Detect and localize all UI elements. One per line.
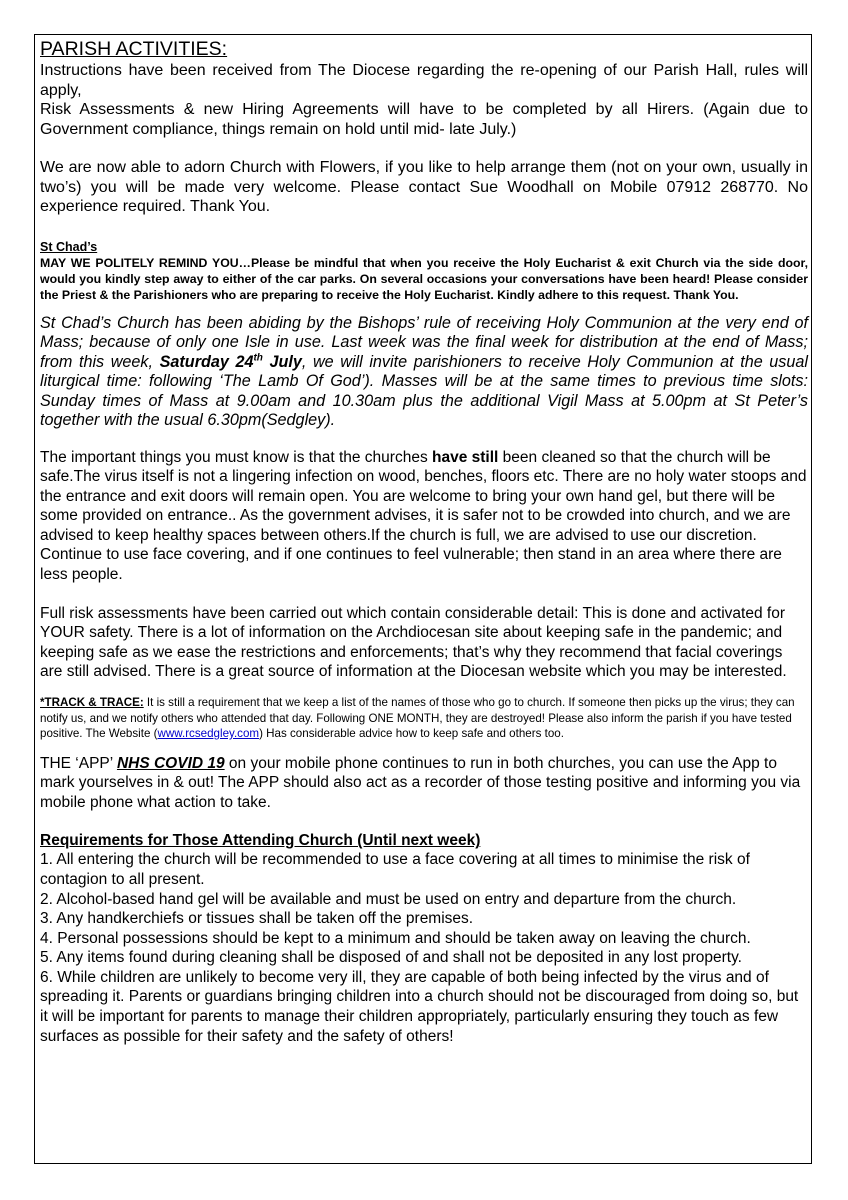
requirement-item-4: 4. Personal possessions should be kept to a minimum and should be taken away on leaving the church.: [40, 929, 751, 947]
communion-text-1: St Chad’s Church has been abiding by the Bishops’ rule of receiving Holy Communion at the very end of Mass; because of only one Isle in use. Last week was the final week for distribution at the end of Mass; from this week,: [40, 313, 808, 371]
track-trace-text: It is still a requirement that we keep a list of the names of those who go to church. If someone then picks up the virus; they can notify us, and we notify others who attended that day. Following ONE MONTH, they are destroyed! Please also inform the parish if you have tested positive. The Website (: [40, 696, 795, 741]
communion-month: July: [262, 352, 302, 371]
requirement-item-2: 2. Alcohol-based hand gel will be available and must be used on entry and departure from the church.: [40, 890, 737, 908]
risk-paragraph: Full risk assessments have been carried out which contain considerable detail: This is done and activated for YOUR safety. There is a lot of information on the Archdiocesan site about keeping safe in the pandemic; and keeping safe as we ease the restrictions and enforcements; that’s why they recommend that facial coverings are still advised. There is a great source of information at the Diocesan website which you may be interested.: [40, 604, 787, 681]
requirement-item-3: 3. Any handkerchiefs or tissues shall be taken off the premises.: [40, 910, 474, 928]
communion-text-2: , we will invite parishioners to receive Holy Communion at the usual liturgical time: following ‘The Lamb Of God’). Masses will be at the same times to previous time slots: Sunday times of Mass at 9.00am and 10.30am plus the additional Vigil Mass at 5.00pm at St Peter’s together with the usual 6.30pm(Sedgley).: [40, 352, 808, 429]
track-trace-paragraph: [40, 695, 808, 742]
hiring-paragraph: Risk Assessments & new Hiring Agreements will have to be completed by all Hirers. (Again due to Government compliance, things remain on hold until mid- late July.): [40, 101, 808, 138]
important-paragraph: [40, 448, 808, 585]
requirement-item-5: 5. Any items found during cleaning shall be disposed of and shall not be deposited in any lost property.: [40, 949, 742, 967]
track-trace-text-2: ) Has considerable advice how to keep safe and others too.: [259, 727, 564, 741]
communion-paragraph: [40, 314, 808, 431]
app-name: NHS COVID 19: [116, 754, 225, 772]
app-text-1: THE ‘APP’: [40, 754, 117, 772]
important-bold: have still: [432, 448, 499, 466]
requirements-heading: Requirements for Those Attending Church (Until next week): [40, 832, 481, 850]
important-text-2: been cleaned so that the church will be safe.The virus itself is not a lingering infection on wood, benches, floors etc. There are no holy water stoops and the entrance and exit doors will remain open. You are welcome to bring your own hand gel, but there will be some provided on entrance.. As the government advises, it is safer not to be crowded into church, and we are advised to keep healthy spaces between others.If the church is full, we are advised to use our discretion. Continue to use face covering, and if one continues to feel vulnerable; then stand in an area where there are less people.: [40, 448, 807, 584]
hall-paragraph: Instructions have been received from The Diocese regarding the re-opening of our Parish Hall, rules will apply,: [40, 62, 808, 99]
track-trace-label: *TRACK & TRACE:: [40, 696, 144, 710]
requirement-item-1: 1. All entering the church will be recommended to use a face covering at all times to minimise the risk of contagion to all present.: [40, 851, 750, 888]
document-body: [40, 38, 808, 1046]
important-text-1: The important things you must know is that the churches: [40, 448, 432, 466]
st-chad-heading: St Chad’s: [40, 239, 98, 254]
app-paragraph: [40, 754, 808, 813]
app-text-2: on your mobile phone continues to run in both churches, you can use the App to mark yourselves in & out! The APP should also act as a recorder of those testing positive and informing you via mobile phone what action to take.: [40, 754, 801, 811]
requirement-item-6: 6. While children are unlikely to become very ill, they are capable of both being infected by the virus and of spreading it. Parents or guardians bringing children into a church should not be discouraged from doing so, but it will be important for parents to manage their children appropriately, particularly ensuring they touch as few surfaces as possible for their safety and the safety of others!: [40, 968, 799, 1045]
communion-date: Saturday 24: [159, 352, 254, 371]
page-title: PARISH ACTIVITIES:: [40, 38, 228, 60]
reminder-notice: MAY WE POLITELY REMIND YOU…Please be mindful that when you receive the Holy Eucharist & exit Church via the side door, would you kindly step away to either of the car parks. On several occasions your conversations have been heard! Please consider the Priest & the Parishioners who are preparing to receive the Holy Eucharist. Kindly adhere to this request. Thank You.: [40, 255, 808, 302]
flowers-paragraph: We are now able to adorn Church with Flowers, if you like to help arrange them (not on your own, usually in two’s) you will be made very welcome. Please contact Sue Woodhall on Mobile 07912 268770. No experience required. Thank You.: [40, 159, 808, 215]
website-link[interactable]: www.rcsedgley.com: [157, 727, 260, 741]
communion-date-suffix: th: [253, 352, 263, 364]
